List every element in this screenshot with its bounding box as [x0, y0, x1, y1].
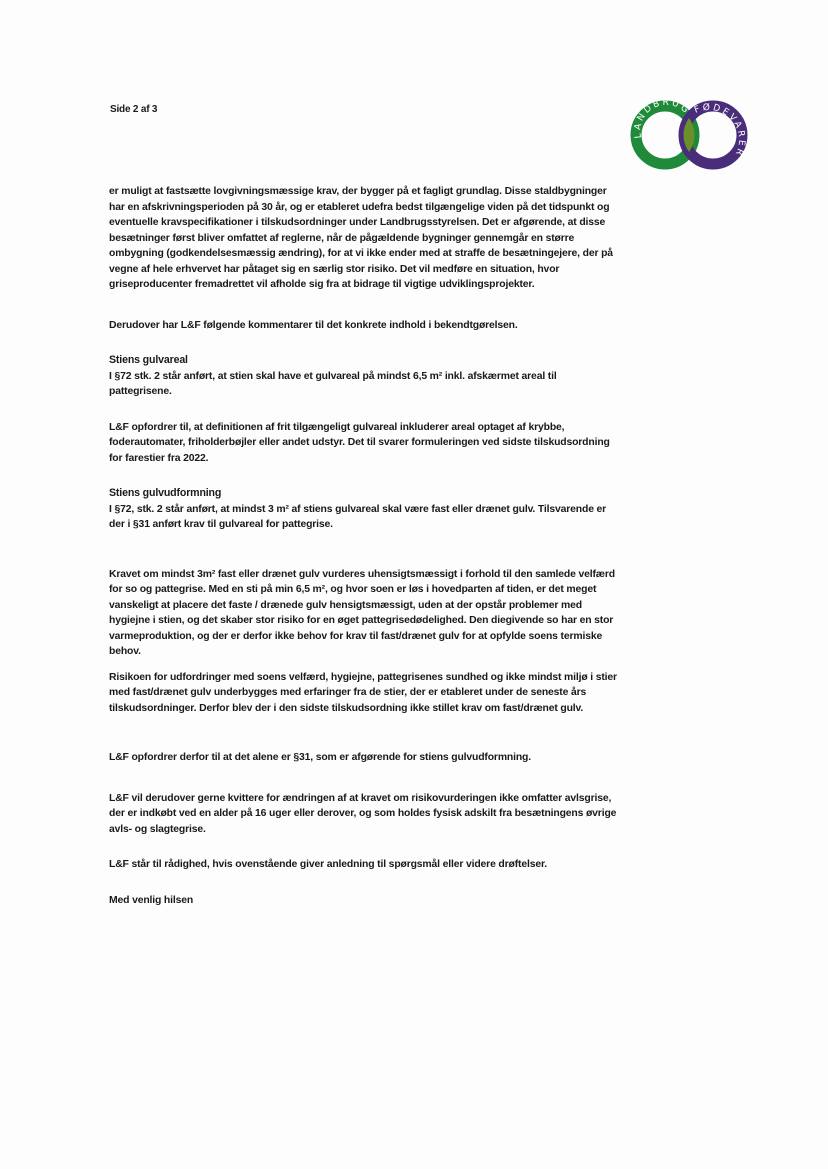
paragraph-kommentarer-intro: Derudover har L&F følgende kommentarer til det konkrete indhold i bekendtgørelsen.	[109, 319, 518, 331]
landbrug-foedevarer-logo	[628, 96, 752, 174]
paragraph-lf-opfordrer-31: L&F opfordrer derfor til at det alene er §31, som er afgørende for stiens gulvudformning.	[109, 752, 531, 763]
page-number: Side 2 af 3	[110, 104, 158, 115]
paragraph-raadighed: L&F står til rådighed, hvis ovenstående giver anledning til spørgsmål eller videre drøftelser.	[109, 859, 548, 870]
paragraph-lf-opfordrer-definition: L&F opfordrer til, at definitionen af frit tilgængeligt gulvareal inkluderer areal optaget af krybbe, foderautomater, friholderbøjler eller andet udstyr. Det til svarer formuleringen ved sidste tilskudsordning for farestier fra 2022.	[109, 421, 610, 464]
svg-text:FØDEVARER: FØDEVARER	[693, 102, 747, 159]
paragraph-risikoen: Risikoen for udfordringer med soens velfærd, hygiejne, pattegrisenes sundhed og ikke mindst miljø i stier med fast/drænet gulv underbygges med erfaringer fra de stier, der er etableret under de seneste års tilskudsordninger. Derfor blev der i den sidste tilskudsordning ikke stillet krav om fast/drænet gulv.	[109, 671, 617, 714]
paragraph-staldbygninger: er muligt at fastsætte lovgivningsmæssige krav, der bygger på et fagligt grundlag. Disse staldbygninger har en afskrivningsperioden på 30 år, og er etableret udefra bedst tilgængelige viden på det tidspunkt og eventuelle kravspecifikationer i tilskudsordninger under Landbrugsstyrelsen. Det er afgørende, at disse besætninger først bliver omfattet af reglerne, når de pågældende bygninger gennemgår en større ombygning (godkendelsesmæssig ændring), for at vi ikke ender med at straffe de besætningejere, der på vegne af hele erhvervet har påtaget sig en særlig stor risiko. Det vil medføre en situation, hvor griseproducenter fremadrettet vil afholde sig fra at bidrage til vigtige udviklingsprojekter.	[109, 186, 613, 290]
svg-text:LANDBRUG: LANDBRUG	[633, 97, 692, 139]
letter-body	[109, 184, 619, 908]
paragraph-kvittering: L&F vil derudover gerne kvittere for ændringen af at kravet om risikovurderingen ikke omfatter avlsgrise, der er indkøbt ved en alder på 16 uger eller derover, og som holdes fysisk adskilt fra besætningens øvrige avls- og slagtegrise.	[109, 792, 617, 835]
paragraph-72-gulvareal: I §72 stk. 2 står anført, at stien skal have et gulvareal på mindst 6,5 m² inkl. afskærmet areal til pattegrisene.	[109, 370, 557, 397]
closing-greeting: Med venlig hilsen	[109, 894, 194, 906]
paragraph-kravet-3m2: Kravet om mindst 3m² fast eller drænet gulv vurderes uhensigtsmæssigt i forhold til den samlede velfærd for so og pattegrise. Med en sti på min 6,5 m², og hvor soen er løs i hovedparten af tiden, er det meget vanskeligt at placere det faste / drænede gulv hensigtsmæssigt, uden at der opstår problemer med hygiejne i stien, og det skaber stor risiko for en øget pattegrisedødelighed. Den diegivende so har en stor varmeproduktion, og der er derfor ikke behov for krav til fast/drænet gulv for at opfylde soens termiske behov.	[109, 568, 615, 657]
heading-stiens-gulvudformning: Stiens gulvudformning	[109, 487, 222, 499]
heading-stiens-gulvareal: Stiens gulvareal	[109, 354, 188, 366]
paragraph-72-fast-gulv: I §72, stk. 2 står anført, at mindst 3 m² af stiens gulvareal skal være fast eller drænet gulv. Tilsvarende er der i §31 anført krav til gulvareal for pattegrise.	[109, 503, 607, 530]
